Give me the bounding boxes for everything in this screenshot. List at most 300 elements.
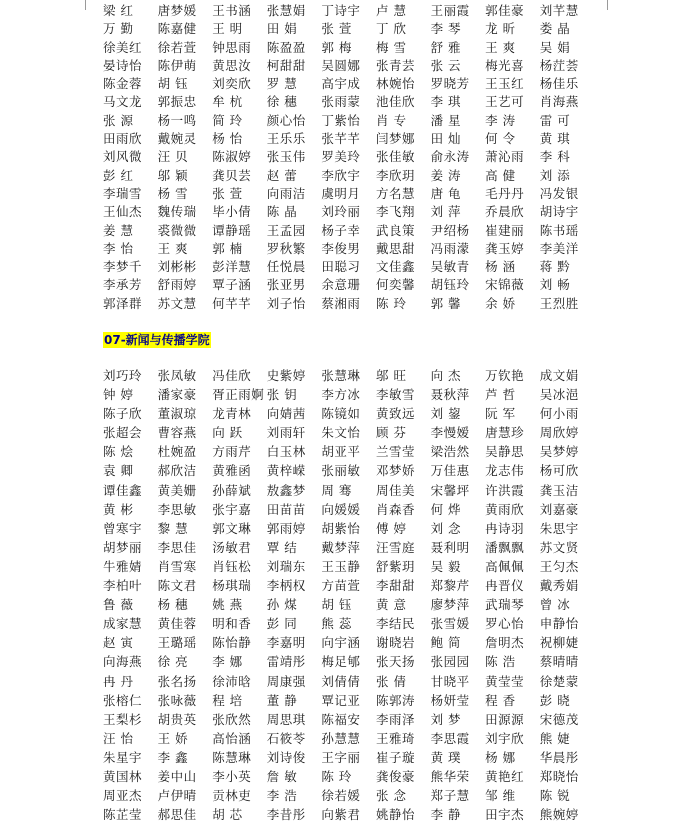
name-cell: 陈芷莹 xyxy=(103,807,143,823)
name-cell: 张 倩 xyxy=(375,673,407,689)
name-cell: 潘 星 xyxy=(430,112,462,128)
name-cell: 乔晨欣 xyxy=(485,204,525,220)
name-cell: 田 娟 xyxy=(266,21,298,37)
name-cell: 宋馨坪 xyxy=(430,482,470,498)
name-row xyxy=(103,557,595,576)
name-cell: 陈 锐 xyxy=(539,788,571,804)
name-cell: 张 云 xyxy=(430,57,462,73)
name-cell: 张榕仁 xyxy=(103,692,143,708)
name-cell: 芦 哲 xyxy=(485,387,516,403)
name-cell: 郭 馨 xyxy=(430,295,462,311)
name-cell: 陈盈盈 xyxy=(266,39,306,55)
name-cell: 胡梦丽 xyxy=(103,539,143,555)
name-cell: 黄莹莹 xyxy=(485,673,525,689)
name-row xyxy=(103,240,595,258)
name-cell: 董 静 xyxy=(266,692,298,708)
name-cell: 龙志伟 xyxy=(485,463,525,479)
name-cell: 王梨杉 xyxy=(103,711,143,727)
name-cell: 张 钥 xyxy=(266,387,298,403)
name-cell: 杨可欣 xyxy=(539,463,579,479)
name-cell: 向 杰 xyxy=(430,368,462,383)
name-cell: 何 令 xyxy=(485,131,516,147)
name-cell: 刘 念 xyxy=(430,520,462,536)
name-cell: 崔建丽 xyxy=(485,222,525,238)
name-cell: 刘 鋆 xyxy=(430,406,462,422)
name-cell: 李思霞 xyxy=(430,730,470,746)
name-cell: 武瑞琴 xyxy=(485,597,525,613)
name-cell: 陈福安 xyxy=(321,711,361,727)
name-cell: 鲍 简 xyxy=(430,635,462,651)
name-cell: 李欣玥 xyxy=(375,167,415,183)
name-cell: 池佳欣 xyxy=(375,94,415,110)
name-cell: 戴梦萍 xyxy=(321,539,361,555)
name-cell: 王书涵 xyxy=(212,3,252,18)
name-row xyxy=(103,652,595,671)
name-row xyxy=(103,786,595,805)
name-cell: 张天扬 xyxy=(375,654,415,670)
name-cell: 张 念 xyxy=(375,788,407,804)
name-cell: 华晨彤 xyxy=(539,749,579,765)
name-cell: 王 娇 xyxy=(157,730,189,746)
name-cell: 姜中山 xyxy=(157,768,197,784)
name-cell: 张雪媛 xyxy=(430,616,470,632)
name-cell: 胡 芯 xyxy=(212,807,243,823)
name-cell: 张园园 xyxy=(430,654,470,670)
name-cell: 祝柳婕 xyxy=(539,635,579,651)
name-cell: 何芊芊 xyxy=(212,295,252,311)
name-cell: 戴婉灵 xyxy=(157,131,197,147)
name-cell: 杨茳荟 xyxy=(539,57,579,73)
name-cell: 马文龙 xyxy=(103,94,143,110)
name-cell: 吴圆娜 xyxy=(321,57,361,73)
name-cell: 丁紫怡 xyxy=(321,112,361,128)
name-cell: 张宇嘉 xyxy=(212,501,252,517)
name-cell: 郭泽群 xyxy=(103,295,143,311)
name-cell: 郭雨婷 xyxy=(266,520,306,536)
name-cell: 李 琪 xyxy=(430,94,462,110)
name-cell: 廖梦萍 xyxy=(430,597,470,613)
name-cell: 吴冰浥 xyxy=(539,387,579,403)
name-cell: 黄佳蓉 xyxy=(157,616,197,632)
name-cell: 刘巧玲 xyxy=(103,368,143,383)
name-cell: 林婉怡 xyxy=(375,76,415,92)
name-cell: 邹 维 xyxy=(485,788,516,804)
name-cell: 刘奕欣 xyxy=(212,76,252,92)
name-cell: 甘晓平 xyxy=(430,673,470,689)
name-cell: 万钦艳 xyxy=(485,368,525,383)
name-cell: 程 培 xyxy=(212,692,243,708)
name-list-block-2 xyxy=(103,366,595,824)
name-cell: 徐楚蒙 xyxy=(539,673,579,689)
name-cell: 高怡涵 xyxy=(212,730,252,746)
name-cell: 张慧娟 xyxy=(266,3,306,18)
name-cell: 梅足郇 xyxy=(321,654,361,670)
name-cell: 程 香 xyxy=(485,692,516,708)
name-cell: 向紫君 xyxy=(321,807,361,823)
name-cell: 向媛媛 xyxy=(321,501,361,517)
name-cell: 刘嘉豪 xyxy=(539,501,579,517)
name-cell: 李瑞雪 xyxy=(103,185,143,201)
name-cell: 徐 亮 xyxy=(157,654,189,670)
name-cell: 陈子欣 xyxy=(103,406,143,422)
name-cell: 颜心怡 xyxy=(266,112,306,128)
name-cell: 王丽霞 xyxy=(430,3,470,18)
name-row xyxy=(103,614,595,633)
name-row xyxy=(103,20,595,38)
name-cell: 黄美姗 xyxy=(157,482,197,498)
name-cell: 黄 琪 xyxy=(539,131,571,147)
name-row xyxy=(103,481,595,500)
name-cell: 朱文怡 xyxy=(321,425,361,441)
name-cell: 周欣婷 xyxy=(539,425,579,441)
name-cell: 黄 彬 xyxy=(103,501,134,517)
name-cell: 傅 婷 xyxy=(375,520,407,536)
name-cell: 王雅琦 xyxy=(375,730,415,746)
name-cell: 邬 颖 xyxy=(157,167,189,183)
name-cell: 郭佳豪 xyxy=(485,3,525,18)
name-cell: 余意珊 xyxy=(321,277,361,293)
name-cell: 朱星宇 xyxy=(103,749,143,765)
name-row xyxy=(103,404,595,423)
name-cell: 黄致远 xyxy=(375,406,415,422)
name-cell: 文佳鑫 xyxy=(375,259,415,275)
name-cell: 孙薛斌 xyxy=(212,482,252,498)
name-cell: 黄雅函 xyxy=(212,463,252,479)
name-cell: 陈 烩 xyxy=(103,444,134,460)
name-cell: 向 跃 xyxy=(212,425,243,441)
name-cell: 杨 娜 xyxy=(485,749,516,765)
name-cell: 王 爽 xyxy=(157,240,189,256)
name-cell: 龚俊豪 xyxy=(375,768,415,784)
name-cell: 胥正雨婀 xyxy=(212,387,265,403)
name-row xyxy=(103,222,595,240)
name-cell: 苏文贤 xyxy=(539,539,579,555)
name-cell: 兰雪莹 xyxy=(375,444,415,460)
name-cell: 牟 杭 xyxy=(212,94,243,110)
name-cell: 李 怡 xyxy=(103,240,134,256)
name-cell: 肖海燕 xyxy=(539,94,579,110)
name-cell: 徐沛晗 xyxy=(212,673,252,689)
name-cell: 黄思汝 xyxy=(212,57,252,73)
name-row xyxy=(103,442,595,461)
name-cell: 陈 玲 xyxy=(321,768,352,784)
name-cell: 李承芳 xyxy=(103,277,143,293)
name-cell: 罗 慧 xyxy=(266,76,298,92)
name-cell: 尹绍杨 xyxy=(430,222,470,238)
name-cell: 高 健 xyxy=(485,167,516,183)
name-cell: 黄国林 xyxy=(103,768,143,784)
name-row xyxy=(103,672,595,691)
name-cell: 张雨蒙 xyxy=(321,94,361,110)
name-cell: 徐若媛 xyxy=(321,788,361,804)
name-cell: 晏诗怡 xyxy=(103,57,143,73)
name-cell: 肖钰松 xyxy=(212,558,252,574)
name-cell: 王玉静 xyxy=(321,558,361,574)
name-cell: 胡亚平 xyxy=(321,444,361,460)
name-row xyxy=(103,538,595,557)
name-cell: 李甜甜 xyxy=(375,578,415,594)
name-cell: 张丽敏 xyxy=(321,463,361,479)
name-cell: 胡 钰 xyxy=(321,597,352,613)
name-row xyxy=(103,633,595,652)
name-cell: 李 静 xyxy=(430,807,462,823)
name-cell: 杨 雪 xyxy=(157,185,189,201)
name-cell: 舒 雅 xyxy=(430,39,462,55)
name-cell: 罗晓芳 xyxy=(430,76,470,92)
name-cell: 蔡晴晴 xyxy=(539,654,579,670)
name-cell: 王 明 xyxy=(212,21,243,37)
name-cell: 张凤敏 xyxy=(157,368,197,383)
name-cell: 邓梦娇 xyxy=(375,463,415,479)
name-cell: 李 琴 xyxy=(430,21,462,37)
name-cell: 刘风微 xyxy=(103,149,143,165)
name-row xyxy=(103,595,595,614)
name-cell: 李 涛 xyxy=(485,112,516,128)
name-cell: 张 源 xyxy=(103,112,134,128)
name-cell: 周思琪 xyxy=(266,711,306,727)
name-cell: 张 萱 xyxy=(321,21,352,37)
name-cell: 谢晓岩 xyxy=(375,635,415,651)
name-cell: 鲁 薇 xyxy=(103,597,134,613)
name-cell: 李 科 xyxy=(539,149,571,165)
name-cell: 王仙杰 xyxy=(103,204,143,220)
name-row xyxy=(103,2,595,20)
name-cell: 胡 钰 xyxy=(157,76,189,92)
name-cell: 梁浩然 xyxy=(430,444,470,460)
name-cell: 冯雨濛 xyxy=(430,240,470,256)
name-cell: 陈书瑶 xyxy=(539,222,579,238)
name-cell: 刘子怡 xyxy=(266,295,306,311)
name-cell: 张玉伟 xyxy=(266,149,306,165)
name-cell: 成家慧 xyxy=(103,616,143,632)
name-cell: 田雨欣 xyxy=(103,131,143,147)
name-cell: 谭静瑶 xyxy=(212,222,252,238)
name-cell: 卢 慧 xyxy=(375,3,407,18)
name-cell: 詹明杰 xyxy=(485,635,525,651)
name-cell: 陈金蓉 xyxy=(103,76,143,92)
name-cell: 张欣然 xyxy=(212,711,252,727)
name-cell: 张 萱 xyxy=(212,185,243,201)
name-cell: 龚玉婷 xyxy=(485,240,525,256)
name-cell: 梅光喜 xyxy=(485,57,525,73)
name-cell: 赵 寅 xyxy=(103,635,134,651)
name-row xyxy=(103,148,595,166)
name-cell: 田苗苗 xyxy=(266,501,306,517)
name-cell: 李结民 xyxy=(375,616,415,632)
name-cell: 成文娟 xyxy=(539,368,579,383)
name-cell: 毛丹丹 xyxy=(485,185,525,201)
name-cell: 刘倩倩 xyxy=(321,673,361,689)
name-cell: 陈嘉健 xyxy=(157,21,197,37)
name-cell: 贡林吏 xyxy=(212,788,252,804)
page-corner-mark-right xyxy=(607,0,608,10)
name-cell: 魏传瑞 xyxy=(157,204,197,220)
name-cell: 何奕馨 xyxy=(375,277,415,293)
name-cell: 张芊芊 xyxy=(321,131,361,147)
name-cell: 王乐乐 xyxy=(266,131,306,147)
name-cell: 杨 涵 xyxy=(485,259,516,275)
name-cell: 毕小倩 xyxy=(212,204,252,220)
name-cell: 李 鑫 xyxy=(157,749,189,765)
name-cell: 宋德茂 xyxy=(539,711,579,727)
name-cell: 李思敏 xyxy=(157,501,197,517)
name-cell: 冯发银 xyxy=(539,185,579,201)
name-cell: 郝思佳 xyxy=(157,807,197,823)
name-cell: 王 爽 xyxy=(485,39,516,55)
name-cell: 王字丽 xyxy=(321,749,361,765)
name-cell: 陈郭涛 xyxy=(375,692,415,708)
name-cell: 蔡湘雨 xyxy=(321,295,361,311)
name-cell: 龙 昕 xyxy=(485,21,516,37)
name-cell: 史紫婷 xyxy=(266,368,306,383)
name-cell: 姚静怡 xyxy=(375,807,415,823)
name-cell: 高宇成 xyxy=(321,76,361,92)
name-cell: 王烈胜 xyxy=(539,295,579,311)
name-row xyxy=(103,767,595,786)
name-cell: 黄 意 xyxy=(375,597,407,613)
name-cell: 蒋 黔 xyxy=(539,259,571,275)
name-cell: 郝欣洁 xyxy=(157,463,197,479)
name-cell: 李柄权 xyxy=(266,578,306,594)
name-row xyxy=(103,691,595,710)
name-cell: 熊婉婷 xyxy=(539,807,579,823)
name-cell: 梅 雪 xyxy=(375,39,407,55)
name-cell: 吴梦婷 xyxy=(539,444,579,460)
name-row xyxy=(103,167,595,185)
name-cell: 裘微微 xyxy=(157,222,197,238)
name-row xyxy=(103,423,595,442)
name-row xyxy=(103,57,595,75)
name-cell: 郭 梅 xyxy=(321,39,352,55)
name-cell: 李小英 xyxy=(212,768,252,784)
name-cell: 杨琪瑞 xyxy=(212,578,252,594)
name-cell: 陈 玲 xyxy=(375,295,407,311)
name-cell: 潘家豪 xyxy=(157,387,197,403)
name-cell: 李敏雪 xyxy=(375,387,415,403)
name-cell: 丁 欣 xyxy=(375,21,407,37)
name-cell: 刘彬彬 xyxy=(157,259,197,275)
name-cell: 覃子涵 xyxy=(212,277,252,293)
name-cell: 向雨洁 xyxy=(266,185,306,201)
name-cell: 刘 梦 xyxy=(430,711,462,727)
name-cell: 陈镜如 xyxy=(321,406,361,422)
name-row xyxy=(103,130,595,148)
section-title: 07-新闻与传播学院 xyxy=(104,333,210,347)
name-cell: 肖 专 xyxy=(375,112,407,128)
name-cell: 李昔彤 xyxy=(266,807,306,823)
name-cell: 顾 芬 xyxy=(375,425,407,441)
name-cell: 李 娜 xyxy=(212,654,243,670)
name-cell: 姜 涛 xyxy=(430,167,462,183)
name-cell: 王玉红 xyxy=(485,76,525,92)
name-cell: 彭 红 xyxy=(103,167,134,183)
name-cell: 王艺可 xyxy=(485,94,525,110)
name-list-block-1 xyxy=(103,2,595,313)
name-cell: 汤敏君 xyxy=(212,539,252,555)
name-cell: 张青芸 xyxy=(375,57,415,73)
name-cell: 龚玉洁 xyxy=(539,482,579,498)
name-cell: 梁 红 xyxy=(103,3,134,18)
name-cell: 潘飘飘 xyxy=(485,539,525,555)
name-cell: 杜婉盈 xyxy=(157,444,197,460)
name-cell: 徐美红 xyxy=(103,39,143,55)
name-cell: 戴秀娟 xyxy=(539,578,579,594)
name-cell: 冉诗羽 xyxy=(485,520,525,536)
name-cell: 冉晋仪 xyxy=(485,578,525,594)
name-cell: 龙青林 xyxy=(212,406,252,422)
name-cell: 龚贝芸 xyxy=(212,167,252,183)
name-row xyxy=(103,112,595,130)
name-cell: 黄 璞 xyxy=(430,749,462,765)
name-cell: 李梦千 xyxy=(103,259,143,275)
name-cell: 陈慧琳 xyxy=(212,749,252,765)
name-cell: 罗秋繁 xyxy=(266,240,306,256)
name-cell: 白玉林 xyxy=(266,444,306,460)
name-cell: 杨一鸣 xyxy=(157,112,197,128)
name-cell: 邬 旺 xyxy=(375,368,407,383)
name-cell: 陈怡静 xyxy=(212,635,252,651)
name-cell: 曾 冰 xyxy=(539,597,571,613)
name-cell: 崔子璇 xyxy=(375,749,415,765)
name-cell: 杨佳乐 xyxy=(539,76,579,92)
name-cell: 闫梦娜 xyxy=(375,131,415,147)
name-cell: 杨妍莹 xyxy=(430,692,470,708)
name-cell: 刘瑞东 xyxy=(266,558,306,574)
name-cell: 姚 燕 xyxy=(212,597,243,613)
name-cell: 孙慧慧 xyxy=(321,730,361,746)
name-cell: 李 浩 xyxy=(266,788,298,804)
name-cell: 徐若萱 xyxy=(157,39,197,55)
name-cell: 孙 煤 xyxy=(266,597,298,613)
name-cell: 郭振忠 xyxy=(157,94,197,110)
name-row xyxy=(103,710,595,729)
name-cell: 卢伊晴 xyxy=(157,788,197,804)
name-cell: 胡贵英 xyxy=(157,711,197,727)
name-row xyxy=(103,366,595,385)
name-cell: 覃记亚 xyxy=(321,692,361,708)
name-cell: 唐梦媛 xyxy=(157,3,197,18)
name-cell: 覃 结 xyxy=(266,539,298,555)
name-cell: 阮 军 xyxy=(485,406,516,422)
name-cell: 唐慧珍 xyxy=(485,425,525,441)
name-cell: 汪 怡 xyxy=(103,730,134,746)
name-cell: 汪 贝 xyxy=(157,149,189,165)
name-cell: 郑子慧 xyxy=(430,788,470,804)
name-cell: 彭洋慧 xyxy=(212,259,252,275)
name-cell: 陈 晶 xyxy=(266,204,298,220)
name-cell: 万 勤 xyxy=(103,21,134,37)
name-cell: 张佳敏 xyxy=(375,149,415,165)
name-cell: 徐 穗 xyxy=(266,94,298,110)
name-cell: 李方冰 xyxy=(321,387,361,403)
name-cell: 陈淑婷 xyxy=(212,149,252,165)
name-cell: 许洪霞 xyxy=(485,482,525,498)
name-cell: 周康强 xyxy=(266,673,306,689)
name-cell: 肖雪寒 xyxy=(157,558,197,574)
name-cell: 俞永涛 xyxy=(430,149,470,165)
name-cell: 敖鑫梦 xyxy=(266,482,306,498)
name-cell: 张亚男 xyxy=(266,277,306,293)
name-cell: 郭文琳 xyxy=(212,520,252,536)
name-cell: 陈伊萌 xyxy=(157,57,197,73)
name-cell: 刘 萍 xyxy=(430,204,462,220)
name-cell: 万佳惠 xyxy=(430,463,470,479)
name-cell: 吴静思 xyxy=(485,444,525,460)
name-row xyxy=(103,75,595,93)
name-cell: 李俊男 xyxy=(321,240,361,256)
name-cell: 舒紫玥 xyxy=(375,558,415,574)
name-cell: 刘诗俊 xyxy=(266,749,306,765)
